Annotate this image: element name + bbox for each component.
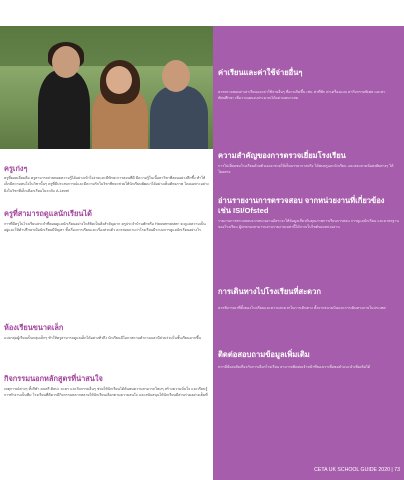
right-heading-2: ความสำคัญของการตรวจเยี่ยมโรงเรียน	[218, 151, 346, 160]
left-heading-3: ห้องเรียนขนาดเล็ก	[4, 323, 64, 332]
page-footer	[300, 467, 400, 473]
page-number: 73	[394, 467, 400, 473]
person-right-head	[162, 60, 190, 92]
group-photo	[0, 26, 213, 149]
photo-background	[0, 26, 213, 66]
person-left	[38, 70, 90, 149]
left-heading-1: ครูเก่งๆ	[4, 164, 28, 173]
left-body-2: การที่มีครูในโรงเรียนประจำที่คอยดูแลนักเรียนอย่างใกล้ชิดเป็นสิ่งสำคัญมาก ครูประจำบ้านพักหรือ Housemaster จะดูแลความเป็นอยู่และให้คำปรึกษาเมื่อนักเรียนมีปัญหา ทั้งเรื่องการเรียนและเรื่องส่วนตัว ควรสอบถามว่าโรงเรียนมีระบบการดูแลนักเรียนอย่างไร	[4, 222, 206, 233]
right-body-3: รายงานการตรวจสอบจากหน่วยงานอิสระจะให้ข้อมูลเกี่ยวกับคุณภาพการเรียนการสอน การดูแลนักเรียน และมาตรฐานของโรงเรียน ผู้ปกครองสามารถอ่านรายงานเหล่านี้ได้จากเว็บไซต์ของหน่วยงาน	[218, 219, 399, 230]
right-body-4: ควรพิจารณาที่ตั้งของโรงเรียนและความสะดวกในการเดินทาง ทั้งจากสนามบินและการเดินทางภายในประเทศ	[218, 306, 386, 310]
right-body-1: ควรตรวจสอบค่าเล่าเรียนและค่าใช้จ่ายอื่นๆ ที่อาจเกิดขึ้น เช่น ค่าที่พัก ค่าเครื่องแบบ ค่ากิจกรรมพิเศษ และค่าทัศนศึกษา เพื่อวางแผนงบประมาณได้อย่างเหมาะสม	[218, 90, 386, 101]
footer-text: CETA UK SCHOOL GUIDE 2020	[314, 467, 390, 473]
person-center-head	[106, 66, 132, 94]
right-heading-5: ติดต่อสอบถามข้อมูลเพิ่มเติม	[218, 350, 310, 359]
person-left-head	[52, 46, 80, 78]
right-heading-1: ค่าเรียนและค่าใช้จ่ายอื่นๆ	[218, 68, 303, 77]
right-heading-4: การเดินทางไปโรงเรียนที่สะดวก	[218, 287, 321, 296]
left-heading-2: ครูที่สามารถดูแลนักเรียนได้	[4, 209, 92, 218]
person-right	[150, 86, 208, 149]
footer-separator: |	[391, 467, 395, 473]
right-body-2: การไปเยี่ยมชมโรงเรียนด้วยตัวเองจะช่วยให้เห็นบรรยากาศจริง ได้พบครูและนักเรียน และสอบถามข้อสงสัยต่างๆ ได้โดยตรง	[218, 164, 394, 175]
right-heading-3: อ่านรายงานการตรวจสอบ จากหน่วยงานที่เกี่ยวข้อง เช่น ISI/Ofsted	[218, 196, 385, 215]
left-body-1: ครูที่ยอดเยี่ยมคือ ครูสามารถถ่ายทอดความรู้ได้อย่างเข้าใจง่ายและมีทักษะการสอนที่ดี มีความรู้ในเนื้อหาวิชาที่สอนอย่างลึกซึ้ง ทำให้เด็กมีความสนใจในวิชานั้นๆ ครูที่มีประสบการณ์และมีความรักในวิชาชีพจะช่วยให้นักเรียนพัฒนาได้อย่างเต็มศักยภาพ โดยเฉพาะอย่างยิ่งในวิชาที่เด็กเลือกเรียนในระดับ A-Level	[4, 176, 209, 193]
right-body-5: หากมีข้อสงสัยเกี่ยวกับการเลือกโรงเรียน สามารถติดต่อเจ้าหน้าที่ของเราเพื่อขอคำแนะนำเพิ่มเติมได้	[218, 365, 371, 369]
left-heading-4: กิจกรรมนอกหลักสูตรที่น่าสนใจ	[4, 374, 103, 383]
left-body-4: เหตุการณ์ต่างๆ ทั้งกีฬา ดนตรี ศิลปะ ละคร และกิจกรรมอื่นๆ ช่วยให้นักเรียนได้ค้นพบความสามารถใหม่ๆ สร้างความมั่นใจ และเรียนรู้การทำงานเป็นทีม โรงเรียนที่ดีควรมีกิจกรรมหลากหลายให้นักเรียนเลือกตามความสนใจ และสนับสนุนให้นักเรียนมีส่วนร่วมอย่างเต็มที่	[4, 387, 208, 398]
left-body-3: แบ่งกลุ่มผู้เรียนเป็นกลุ่มเล็กๆ ทำให้ครูสามารถดูแลเด็กได้อย่างทั่วถึง นักเรียนมีโอกาสถามคำถามและมีส่วนร่วมในชั้นเรียนมากขึ้น	[4, 336, 201, 340]
